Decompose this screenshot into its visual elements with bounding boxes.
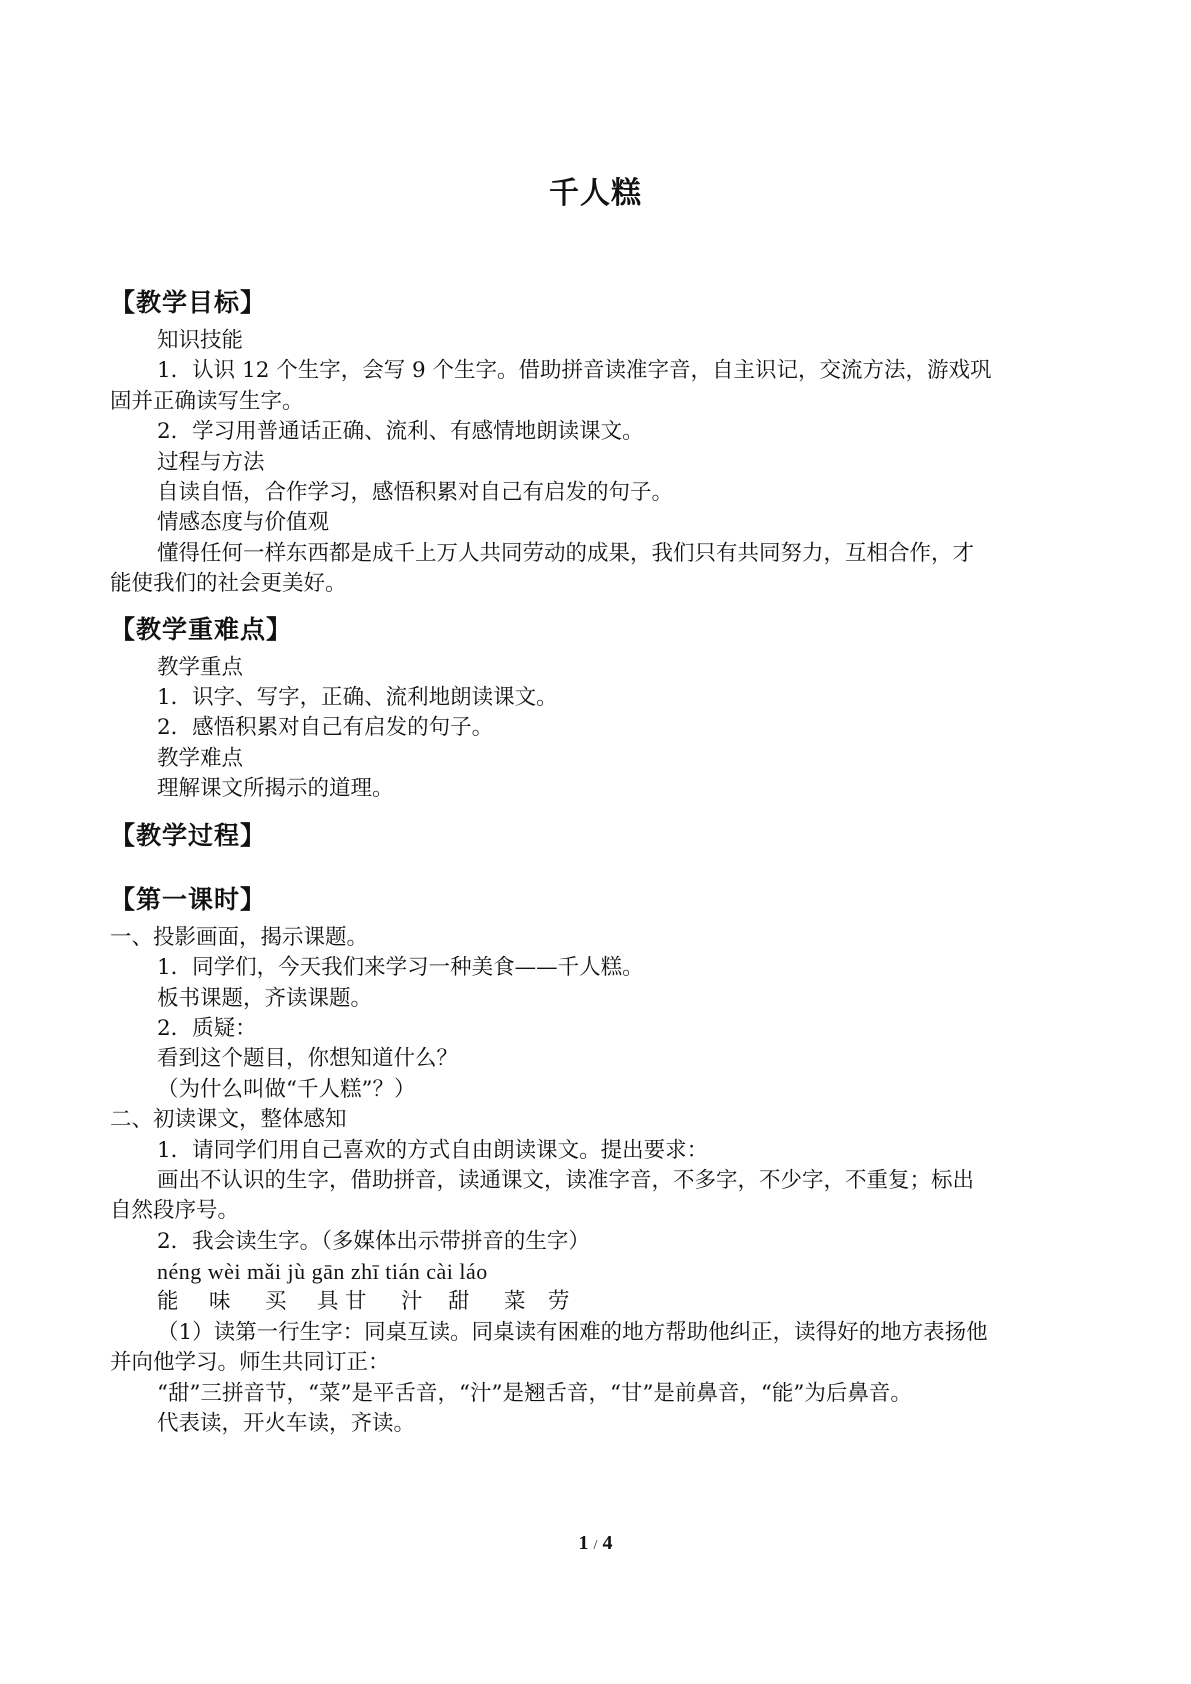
character-row xyxy=(157,1288,578,1316)
page-separator: / xyxy=(593,1538,598,1553)
text-line: 情感态度与价值观 xyxy=(157,510,330,535)
text-line: 看到这个题目，你想知道什么？ xyxy=(157,1046,459,1071)
text-line: 画出不认识的生字，借助拼音，读通课文，读准字音，不多字，不少字，不重复；标出 xyxy=(157,1168,975,1193)
text-line: （1）读第一行生字：同桌互读。同桌读有困难的地方帮助他纠正，读得好的地方表扬他 xyxy=(157,1320,988,1345)
character: 菜 xyxy=(504,1289,526,1314)
text-line: 1．同学们，今天我们来学习一种美食——千人糕。 xyxy=(157,955,644,980)
character: 汁 xyxy=(401,1289,423,1314)
text-line: 1．识字、写字，正确、流利地朗读课文。 xyxy=(157,685,558,710)
section-heading-lesson1: 【第一课时】 xyxy=(110,885,267,914)
character: 能 xyxy=(157,1289,179,1314)
character: 劳 xyxy=(548,1289,570,1314)
text-line: 理解课文所揭示的道理。 xyxy=(157,776,394,801)
text-line: 固并正确读写生字。 xyxy=(110,389,304,414)
text-line: 能使我们的社会更美好。 xyxy=(110,571,347,596)
section-heading-keypoints: 【教学重难点】 xyxy=(110,615,293,644)
text-line: 自读自悟，合作学习，感悟积累对自己有启发的句子。 xyxy=(157,480,674,505)
text-line: 懂得任何一样东西都是成千上万人共同劳动的成果，我们只有共同努力，互相合作，才 xyxy=(157,541,975,566)
text-line: 教学难点 xyxy=(157,746,244,771)
text-line: 2．感悟积累对自己有启发的句子。 xyxy=(157,715,494,740)
text-line: 1．请同学们用自己喜欢的方式自由朗读课文。提出要求： xyxy=(157,1138,709,1163)
text-line: 二、初读课文，整体感知 xyxy=(110,1107,347,1132)
text-line: “甜”三拼音节，“菜”是平舌音，“汁”是翘舌音，“甘”是前鼻音，“能”为后鼻音。 xyxy=(157,1381,912,1406)
character: 具 xyxy=(317,1289,339,1314)
pinyin-row: néng wèi mǎi jù gān zhī tián cài láo xyxy=(157,1259,488,1284)
text-line: 自然段序号。 xyxy=(110,1198,240,1223)
character: 买 xyxy=(265,1289,287,1314)
page-number xyxy=(0,1532,1191,1555)
current-page: 1 xyxy=(578,1532,589,1554)
character: 甘 xyxy=(345,1289,367,1314)
text-line: 2．学习用普通话正确、流利、有感情地朗读课文。 xyxy=(157,419,644,444)
text-line: 教学重点 xyxy=(157,655,244,680)
text-line: 知识技能 xyxy=(157,328,244,353)
section-heading-goals: 【教学目标】 xyxy=(110,288,267,317)
text-line: 1．认识 12 个生字，会写 9 个生字。借助拼音读准字音，自主识记，交流方法，游戏巩 xyxy=(157,358,992,383)
total-pages: 4 xyxy=(602,1532,613,1554)
text-line: 2．我会读生字。（多媒体出示带拼音的生字） xyxy=(157,1229,590,1254)
text-line: 2．质疑： xyxy=(157,1016,257,1041)
text-line: 一、投影画面，揭示课题。 xyxy=(110,925,369,950)
text-line: （为什么叫做“千人糕”？） xyxy=(157,1077,416,1102)
character: 味 xyxy=(209,1289,231,1314)
text-line: 代表读，开火车读，齐读。 xyxy=(157,1411,416,1436)
text-line: 板书课题，齐读课题。 xyxy=(157,986,373,1011)
text-line: 并向他学习。师生共同订正： xyxy=(110,1350,390,1375)
section-heading-process: 【教学过程】 xyxy=(110,821,267,850)
text-line: 过程与方法 xyxy=(157,450,265,475)
document-title: 千人糕 xyxy=(549,176,642,211)
character: 甜 xyxy=(448,1289,470,1314)
